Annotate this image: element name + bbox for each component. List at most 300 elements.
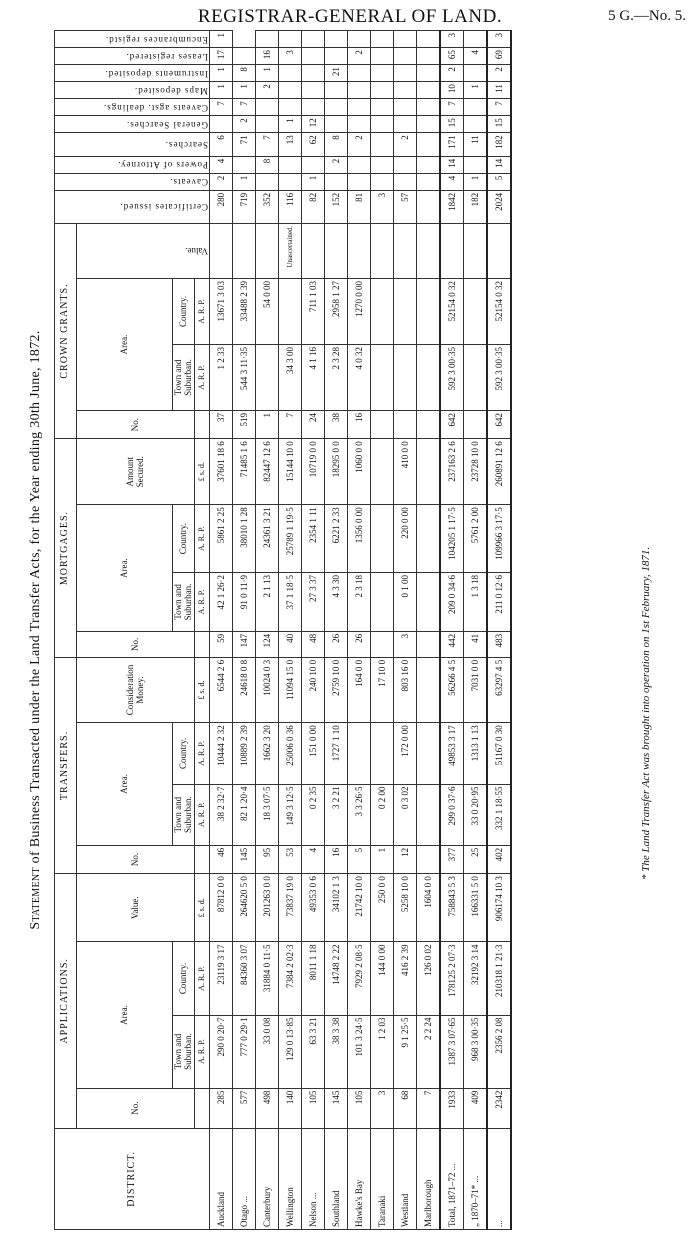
powers-header: Powers of Attorney. bbox=[55, 156, 210, 173]
statement-table bbox=[54, 30, 512, 1230]
table-cell: 2 bbox=[487, 65, 511, 82]
table-cell bbox=[348, 82, 371, 99]
table-cell: 23728 10 0 bbox=[464, 439, 488, 505]
table-cell: 38 bbox=[325, 410, 348, 438]
table-cell: 0 2 35 bbox=[302, 784, 325, 845]
tr-area-header: Area. bbox=[77, 723, 173, 846]
table-cell bbox=[348, 173, 371, 190]
table-cell: 12 bbox=[302, 116, 325, 133]
table-cell bbox=[417, 156, 441, 173]
table-cell bbox=[417, 845, 441, 873]
table-cell: 84360 3 07 bbox=[233, 942, 256, 1015]
unit-blank bbox=[195, 845, 210, 873]
table-cell: 299 0 37·6 bbox=[440, 784, 464, 845]
table-cell bbox=[325, 31, 348, 48]
table-cell: 210318 1 21·3 bbox=[487, 942, 511, 1015]
table-cell: 16 bbox=[325, 845, 348, 873]
cg-area-header: Area. bbox=[77, 278, 173, 410]
district-cell: Wellington bbox=[279, 1128, 302, 1229]
table-cell: 17 bbox=[210, 48, 233, 65]
table-cell: 3 3 26·5 bbox=[348, 784, 371, 845]
table-cell: 4 1 16 bbox=[302, 344, 325, 410]
table-cell: 10444 2 32 bbox=[210, 723, 233, 784]
table-cell bbox=[302, 99, 325, 116]
table-cell: 7 bbox=[233, 99, 256, 116]
table-cell bbox=[325, 116, 348, 133]
table-cell: 2024 bbox=[487, 190, 511, 223]
table-cell: 32192 3 14 bbox=[464, 942, 488, 1015]
table-cell bbox=[417, 116, 441, 133]
table-cell bbox=[417, 410, 441, 438]
table-cell bbox=[371, 631, 394, 657]
table-cell bbox=[325, 99, 348, 116]
table-cell bbox=[394, 116, 417, 133]
district-cell: Hawke's Bay bbox=[348, 1128, 371, 1229]
table-cell: 101 3 24·5 bbox=[348, 1015, 371, 1088]
table-cell: 24618 0 8 bbox=[233, 657, 256, 722]
statement-title-prefix: Statement bbox=[28, 867, 43, 930]
table-cell bbox=[348, 65, 371, 82]
table-cell: 46 bbox=[210, 845, 233, 873]
table-cell: 2 1 13 bbox=[256, 573, 279, 632]
mo-area-header: Area. bbox=[77, 505, 173, 632]
table-cell bbox=[440, 223, 464, 278]
table-row bbox=[302, 31, 325, 1230]
table-cell: 37 bbox=[210, 410, 233, 438]
table-cell bbox=[464, 223, 488, 278]
app-town-header: Town and Suburban. bbox=[173, 1015, 195, 1088]
table-cell: 7031 0 0 bbox=[464, 657, 488, 722]
table-cell: 152 bbox=[325, 190, 348, 223]
table-cell bbox=[417, 344, 441, 410]
table-cell: 11 bbox=[464, 133, 488, 157]
table-cell: 7384 2 02·3 bbox=[279, 942, 302, 1015]
table-cell: 14 bbox=[440, 156, 464, 173]
unit-arp: A. R. P. bbox=[195, 344, 210, 410]
table-cell bbox=[302, 156, 325, 173]
mo-no-header: No. bbox=[77, 631, 195, 657]
table-cell: 140 bbox=[279, 1088, 302, 1128]
table-cell: 95 bbox=[256, 845, 279, 873]
table-cell bbox=[371, 723, 394, 784]
table-cell bbox=[371, 505, 394, 573]
table-cell bbox=[417, 133, 441, 157]
table-cell: 11094 15 0 bbox=[279, 657, 302, 722]
table-cell bbox=[371, 65, 394, 82]
cg-country-header: Country. bbox=[173, 278, 195, 344]
table-cell: 2 bbox=[210, 173, 233, 190]
table-cell: 171 bbox=[440, 133, 464, 157]
table-cell: 7 bbox=[279, 410, 302, 438]
table-cell bbox=[417, 657, 441, 722]
maps-header: Maps deposited. bbox=[55, 82, 210, 99]
table-cell bbox=[394, 31, 417, 48]
table-cell bbox=[279, 278, 302, 344]
table-cell: 711 1 03 bbox=[302, 278, 325, 344]
table-cell bbox=[417, 439, 441, 505]
table-cell: 1060 0 0 bbox=[348, 439, 371, 505]
table-cell: 1 bbox=[302, 173, 325, 190]
table-cell bbox=[417, 505, 441, 573]
cg-no-header: No. bbox=[77, 410, 195, 438]
table-cell: 2354 1 11 bbox=[302, 505, 325, 573]
table-cell bbox=[325, 223, 348, 278]
table-cell: 5 bbox=[487, 173, 511, 190]
footnote: * The Land Transfer Act was brought into operation on 1st February, 1871. bbox=[640, 546, 652, 880]
table-cell: 4 3 30 bbox=[325, 573, 348, 632]
table-cell: 1 3 18 bbox=[464, 573, 488, 632]
table-cell bbox=[348, 156, 371, 173]
table-cell bbox=[371, 173, 394, 190]
table-cell: 209 0 34·6 bbox=[440, 573, 464, 632]
table-cell: 13671 3 03 bbox=[210, 278, 233, 344]
district-cell: Taranaki bbox=[371, 1128, 394, 1229]
table-cell: 16 bbox=[256, 48, 279, 65]
table-cell: 498 bbox=[256, 1088, 279, 1128]
table-cell: 4 bbox=[440, 173, 464, 190]
table-cell bbox=[279, 173, 302, 190]
table-cell bbox=[348, 99, 371, 116]
table-cell: 16 bbox=[348, 410, 371, 438]
crown-value-note: Unascertained. bbox=[279, 223, 302, 278]
table-cell bbox=[417, 278, 441, 344]
table-cell: 1 bbox=[464, 82, 488, 99]
table-row bbox=[371, 31, 394, 1230]
table-cell: 250 0 0 bbox=[371, 874, 394, 942]
table-cell: 220 0 00 bbox=[394, 505, 417, 573]
district-cell: Nelson ... bbox=[302, 1128, 325, 1229]
table-cell bbox=[371, 410, 394, 438]
table-row bbox=[394, 31, 417, 1230]
table-cell bbox=[487, 223, 511, 278]
table-cell: 24361 3 21 bbox=[256, 505, 279, 573]
statement-title bbox=[28, 30, 50, 1230]
table-cell: 442 bbox=[440, 631, 464, 657]
table-cell: 3 bbox=[279, 48, 302, 65]
caveats-dealings-header: Caveats agst. dealings. bbox=[55, 99, 210, 116]
table-cell bbox=[256, 116, 279, 133]
district-header: DISTRICT. bbox=[55, 1128, 210, 1229]
transfers-header: TRANSFERS. bbox=[55, 657, 77, 873]
table-cell: 1 2 03 bbox=[371, 1015, 394, 1088]
table-cell bbox=[210, 116, 233, 133]
table-cell bbox=[348, 116, 371, 133]
table-cell bbox=[417, 31, 441, 48]
page-title: REGISTRAR-GENERAL OF LAND. bbox=[197, 6, 503, 27]
table-cell: 166331 5 0 bbox=[464, 874, 488, 942]
table-cell: 65 bbox=[440, 48, 464, 65]
table-cell: 145 bbox=[233, 845, 256, 873]
table-cell bbox=[256, 99, 279, 116]
table-cell bbox=[417, 573, 441, 632]
table-cell: 56266 4 5 bbox=[440, 657, 464, 722]
table-row bbox=[210, 31, 233, 1230]
district-cell: Westland bbox=[394, 1128, 417, 1229]
table-cell: 10 bbox=[440, 82, 464, 99]
table-cell bbox=[371, 48, 394, 65]
table-cell bbox=[417, 723, 441, 784]
table-cell: 145 bbox=[325, 1088, 348, 1128]
district-cell: Marlborough bbox=[417, 1128, 441, 1229]
table-cell: 0 2 00 bbox=[371, 784, 394, 845]
table-row bbox=[233, 31, 256, 1230]
table-cell bbox=[417, 82, 441, 99]
tr-consideration-header: Consideration Money. bbox=[77, 657, 195, 722]
table-cell: 3 2 21 bbox=[325, 784, 348, 845]
table-cell bbox=[256, 344, 279, 410]
table-cell: 172 0 00 bbox=[394, 723, 417, 784]
table-cell: 41 bbox=[464, 631, 488, 657]
table-cell: 10719 0 0 bbox=[302, 439, 325, 505]
table-cell: 1 2 33 bbox=[210, 344, 233, 410]
table-cell: 968 3 00·35 bbox=[464, 1015, 488, 1088]
table-cell: 2 bbox=[440, 65, 464, 82]
table-cell: 2 3 28 bbox=[325, 344, 348, 410]
table-row bbox=[279, 31, 302, 1230]
table-cell: 6221 2 33 bbox=[325, 505, 348, 573]
table-cell: 37601 18 6 bbox=[210, 439, 233, 505]
table-cell bbox=[233, 223, 256, 278]
table-cell bbox=[279, 65, 302, 82]
table-cell: 409 bbox=[464, 1088, 488, 1128]
unit-blank bbox=[195, 1088, 210, 1128]
table-cell bbox=[417, 223, 441, 278]
mortgages-header: MORTGAGES. bbox=[55, 439, 77, 658]
table-cell: 129 0 13·85 bbox=[279, 1015, 302, 1088]
table-cell: 7 bbox=[417, 1088, 441, 1128]
table-cell: 3 bbox=[487, 31, 511, 48]
table-cell bbox=[394, 223, 417, 278]
table-cell: 1 bbox=[233, 82, 256, 99]
table-cell bbox=[256, 223, 279, 278]
table-cell bbox=[417, 173, 441, 190]
table-cell bbox=[233, 156, 256, 173]
table-cell bbox=[302, 223, 325, 278]
unit-blank bbox=[195, 631, 210, 657]
table-cell: 5861 2 25 bbox=[210, 505, 233, 573]
table-cell: 25789 1 19·5 bbox=[279, 505, 302, 573]
table-cell: 147 bbox=[233, 631, 256, 657]
table-cell: 544 3 11·35 bbox=[233, 344, 256, 410]
table-cell bbox=[394, 278, 417, 344]
table-cell: 15144 10 0 bbox=[279, 439, 302, 505]
mo-amount-header: Amount Secured. bbox=[77, 439, 195, 505]
table-cell: 4 bbox=[210, 156, 233, 173]
table-cell: 2 bbox=[256, 82, 279, 99]
table-cell: 81 bbox=[348, 190, 371, 223]
table-cell bbox=[233, 48, 256, 65]
table-cell: 21 bbox=[325, 65, 348, 82]
table-cell: 2 bbox=[325, 156, 348, 173]
table-cell: 151 0 00 bbox=[302, 723, 325, 784]
table-cell: 7 bbox=[256, 133, 279, 157]
table-cell: 1 bbox=[279, 116, 302, 133]
unit-arp: A. R. P. bbox=[195, 278, 210, 344]
table-cell: 11 bbox=[487, 82, 511, 99]
table-cell: 592 3 00·35 bbox=[440, 344, 464, 410]
table-cell: 719 bbox=[233, 190, 256, 223]
table-cell: 1 bbox=[371, 845, 394, 873]
table-cell bbox=[417, 48, 441, 65]
table-cell: 4 bbox=[464, 48, 488, 65]
app-value-header: Value. bbox=[77, 874, 195, 942]
tr-country-header: Country. bbox=[173, 723, 195, 784]
table-cell: 7 bbox=[440, 99, 464, 116]
table-cell: 62 bbox=[302, 133, 325, 157]
table-cell: 26 bbox=[348, 631, 371, 657]
table-cell: 182 bbox=[464, 190, 488, 223]
table-cell bbox=[394, 156, 417, 173]
table-cell: 8 bbox=[325, 133, 348, 157]
table-cell: 2 bbox=[394, 133, 417, 157]
rotated-statement bbox=[28, 30, 688, 1230]
tr-no-header: No. bbox=[77, 845, 195, 873]
table-cell: 2 3 18 bbox=[348, 573, 371, 632]
unit-arp: A. R. P. bbox=[195, 784, 210, 845]
table-cell: 82 bbox=[302, 190, 325, 223]
instruments-header: Instruments deposited. bbox=[55, 65, 210, 82]
table-cell: 109966 3 17·5 bbox=[487, 505, 511, 573]
table-cell: 18295 0 0 bbox=[325, 439, 348, 505]
table-cell: 48 bbox=[302, 631, 325, 657]
table-cell bbox=[464, 31, 488, 48]
table-row bbox=[256, 31, 279, 1230]
table-cell: 25006 0 36 bbox=[279, 723, 302, 784]
table-cell: 352 bbox=[256, 190, 279, 223]
table-cell: 201263 0 0 bbox=[256, 874, 279, 942]
table-cell: 68 bbox=[394, 1088, 417, 1128]
table-cell: 6544 2 6 bbox=[210, 657, 233, 722]
table-cell bbox=[417, 784, 441, 845]
table-cell: 14748 2 22 bbox=[325, 942, 348, 1015]
table-cell: 7 bbox=[210, 99, 233, 116]
table-cell: 1662 3 20 bbox=[256, 723, 279, 784]
table-cell bbox=[464, 156, 488, 173]
table-cell bbox=[371, 344, 394, 410]
table-cell: 5 bbox=[348, 845, 371, 873]
app-no-header: No. bbox=[77, 1088, 195, 1128]
certificates-header: Certificates issued. bbox=[55, 190, 210, 223]
table-cell: 33 0 20·95 bbox=[464, 784, 488, 845]
cg-value-header: Value. bbox=[77, 223, 210, 278]
table-cell bbox=[417, 631, 441, 657]
page-header bbox=[0, 6, 700, 28]
app-country-header: Country. bbox=[173, 942, 195, 1015]
table-cell bbox=[325, 48, 348, 65]
table-row bbox=[440, 31, 464, 1230]
table-row bbox=[464, 31, 488, 1230]
table-cell: 21742 10 0 bbox=[348, 874, 371, 942]
table-cell: 105 bbox=[302, 1088, 325, 1128]
table-cell: 1 bbox=[464, 173, 488, 190]
table-cell: 758843 5 3 bbox=[440, 874, 464, 942]
table-row bbox=[417, 31, 441, 1230]
table-cell: 2 bbox=[348, 133, 371, 157]
table-cell bbox=[371, 133, 394, 157]
table-cell: 1270 0 00 bbox=[348, 278, 371, 344]
caveats-header: Caveats. bbox=[55, 173, 210, 190]
table-cell bbox=[325, 82, 348, 99]
table-cell: 63297 4 5 bbox=[487, 657, 511, 722]
table-cell bbox=[279, 99, 302, 116]
table-cell bbox=[279, 156, 302, 173]
table-cell bbox=[464, 99, 488, 116]
table-cell: 519 bbox=[233, 410, 256, 438]
table-cell: 63 3 21 bbox=[302, 1015, 325, 1088]
table-cell: 642 bbox=[440, 410, 464, 438]
table-cell: 82447 12 6 bbox=[256, 439, 279, 505]
table-cell: 87812 0 0 bbox=[210, 874, 233, 942]
table-cell: 69 bbox=[487, 48, 511, 65]
table-cell: 1604 0 0 bbox=[417, 874, 441, 942]
unit-arp: A. R. P. bbox=[195, 723, 210, 784]
table-cell: 2 bbox=[233, 116, 256, 133]
table-cell bbox=[325, 173, 348, 190]
table-cell bbox=[302, 82, 325, 99]
table-cell bbox=[210, 223, 233, 278]
table-cell: 33488 2 39 bbox=[233, 278, 256, 344]
table-cell bbox=[394, 344, 417, 410]
table-cell: 803 16 0 bbox=[394, 657, 417, 722]
table-cell: 49353 0 6 bbox=[302, 874, 325, 942]
table-cell: 126 0 02 bbox=[417, 942, 441, 1015]
district-cell: Canterbury bbox=[256, 1128, 279, 1229]
table-cell: 37 1 18·5 bbox=[279, 573, 302, 632]
table-cell: 483 bbox=[487, 631, 511, 657]
table-cell: 49853 3 17 bbox=[440, 723, 464, 784]
table-cell: 2 bbox=[348, 48, 371, 65]
table-cell: 1842 bbox=[440, 190, 464, 223]
table-cell: 1 bbox=[233, 173, 256, 190]
table-cell: 57 bbox=[394, 190, 417, 223]
table-cell: 4 bbox=[302, 845, 325, 873]
table-cell: 105 bbox=[348, 1088, 371, 1128]
encumbrances-header: Encumbrances registd. bbox=[55, 31, 210, 48]
tr-town-header: Town and Suburban. bbox=[173, 784, 195, 845]
table-cell bbox=[394, 82, 417, 99]
table-row bbox=[348, 31, 371, 1230]
leases-header: Leases registered. bbox=[55, 48, 210, 65]
table-cell bbox=[371, 31, 394, 48]
table-cell bbox=[394, 99, 417, 116]
table-cell: 906174 10 3 bbox=[487, 874, 511, 942]
table-cell bbox=[464, 410, 488, 438]
table-row bbox=[325, 31, 348, 1230]
table-cell: 0 3 02 bbox=[394, 784, 417, 845]
district-cell: Southland bbox=[325, 1128, 348, 1229]
table-cell bbox=[302, 48, 325, 65]
table-cell: 52154 0 32 bbox=[487, 278, 511, 344]
table-cell bbox=[464, 278, 488, 344]
table-cell bbox=[417, 190, 441, 223]
table-cell: 2342 bbox=[487, 1088, 511, 1128]
district-cell: Otago ... bbox=[233, 1128, 256, 1229]
searches-header: Searches. bbox=[55, 133, 210, 157]
table-cell: 237163 2 6 bbox=[440, 439, 464, 505]
table-cell: 280 bbox=[210, 190, 233, 223]
table-cell: 5258 10 0 bbox=[394, 874, 417, 942]
table-cell: 51167 0 30 bbox=[487, 723, 511, 784]
table-cell: 0 1 00 bbox=[394, 573, 417, 632]
table-cell: 38 3 38 bbox=[325, 1015, 348, 1088]
table-cell: 116 bbox=[279, 190, 302, 223]
table-cell bbox=[302, 31, 325, 48]
table-cell: 332 1 18·55 bbox=[487, 784, 511, 845]
table-cell: 642 bbox=[487, 410, 511, 438]
unit-arp: A. R. P. bbox=[195, 573, 210, 632]
table-cell bbox=[348, 31, 371, 48]
district-cell: Auckland bbox=[210, 1128, 233, 1229]
